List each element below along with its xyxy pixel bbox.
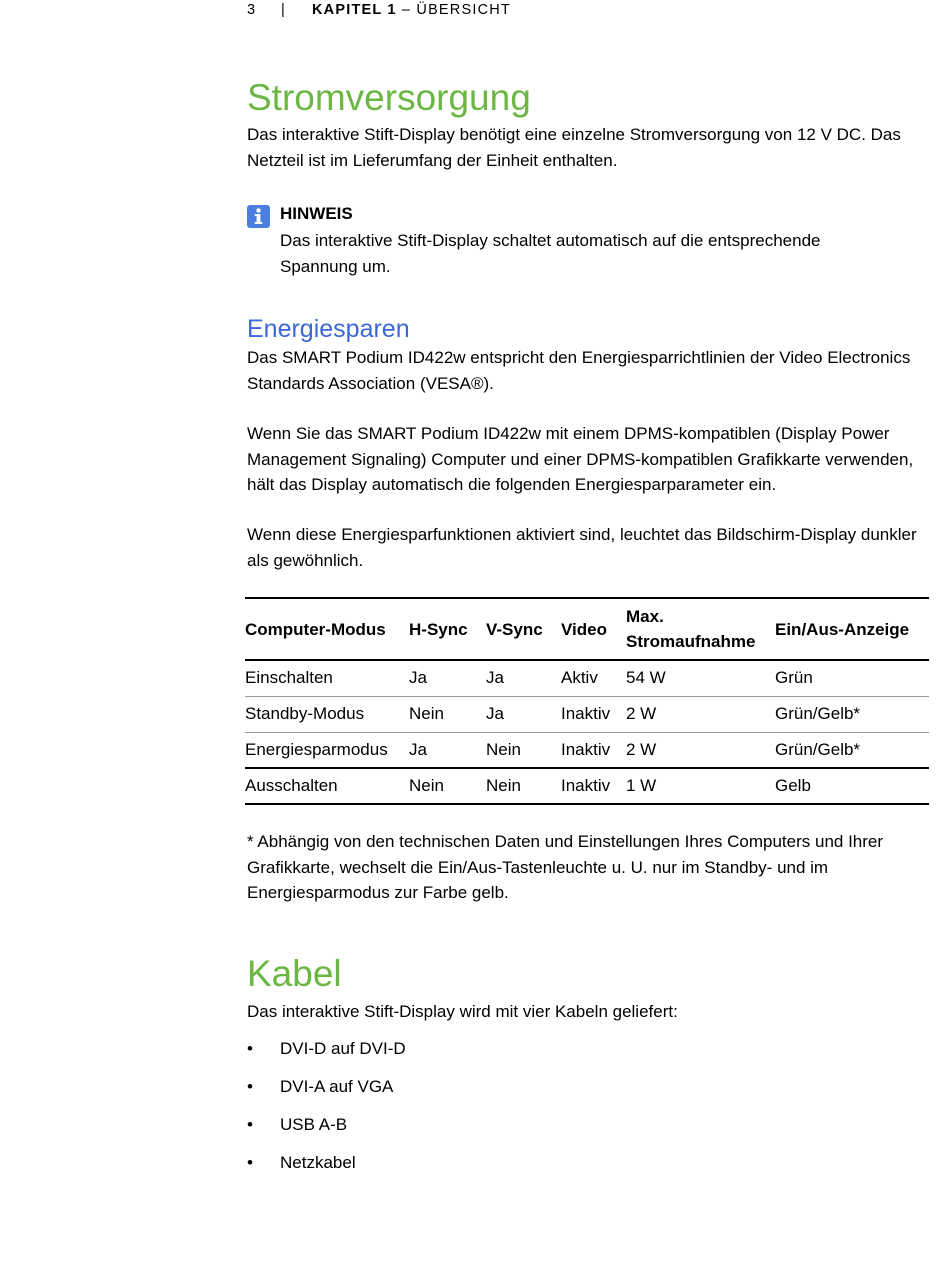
section-heading-power: Stromversorgung (247, 77, 531, 118)
table-cell: Grün/Gelb* (775, 732, 929, 768)
bullet-marker: • (247, 1115, 253, 1134)
table-cell: Inaktiv (561, 768, 626, 804)
table-cell: Inaktiv (561, 732, 626, 768)
chapter-title: – ÜBERSICHT (396, 2, 511, 18)
table-row (245, 768, 929, 804)
table-cell: Ja (486, 660, 561, 696)
table-header-row (245, 598, 929, 660)
table-cell: 1 W (626, 768, 775, 804)
power-paragraph: Das interaktive Stift-Display benötigt eine einzelne Stromversorgung von 12 V DC. Das Netzteil ist im Lieferumfang der Einheit enthalten. (247, 125, 901, 170)
table-row (245, 660, 929, 696)
running-header (247, 1, 511, 19)
energy-paragraph-1: Das SMART Podium ID422w entspricht den Energiesparrichtlinien der Video Electronics Standards Association (VESA®). (247, 348, 911, 393)
table-cell: Grün (775, 660, 929, 696)
table-footnote: * Abhängig von den technischen Daten und Einstellungen Ihres Computers und Ihrer Grafikkarte, wechselt die Ein/Aus-Tastenleuchte u. U. nur im Standby- und im Energiesparmodus zur Farbe gelb. (247, 832, 884, 902)
chapter-label: KAPITEL 1 (312, 2, 397, 18)
energy-saving-table (245, 597, 929, 805)
column-header: Ein/Aus-Anzeige (775, 598, 929, 660)
section-heading-energy: Energiesparen (247, 315, 410, 343)
note-title: HINWEIS (280, 204, 353, 223)
table-cell: Ja (486, 696, 561, 732)
section-heading-cables: Kabel (247, 953, 342, 994)
list-item-text: DVI-D auf DVI-D (280, 1039, 406, 1058)
table-cell: Nein (486, 732, 561, 768)
table-cell: Nein (409, 768, 486, 804)
bullet-marker: • (247, 1153, 253, 1172)
table-cell: Nein (486, 768, 561, 804)
page-number: 3 (247, 2, 257, 18)
table-cell: Ausschalten (245, 768, 409, 804)
table-cell: 54 W (626, 660, 775, 696)
table-row (245, 732, 929, 768)
table-cell: Grün/Gelb* (775, 696, 929, 732)
column-header: Video (561, 598, 626, 660)
bullet-marker: • (247, 1077, 253, 1096)
table-cell: Inaktiv (561, 696, 626, 732)
table-cell: Ja (409, 732, 486, 768)
note-text: Das interaktive Stift-Display schaltet automatisch auf die entsprechende Spannung um. (280, 231, 821, 276)
list-item-text: DVI-A auf VGA (280, 1077, 394, 1096)
bullet-marker: • (247, 1039, 253, 1058)
cables-intro: Das interaktive Stift-Display wird mit vier Kabeln geliefert: (247, 1002, 678, 1021)
table-cell: Einschalten (245, 660, 409, 696)
table-cell: Ja (409, 660, 486, 696)
table-cell: Aktiv (561, 660, 626, 696)
list-item-text: Netzkabel (280, 1153, 356, 1172)
table-cell: Energiesparmodus (245, 732, 409, 768)
energy-paragraph-3: Wenn diese Energiesparfunktionen aktiviert sind, leuchtet das Bildschirm-Display dunkler als gewöhnlich. (247, 525, 917, 570)
table-cell: Nein (409, 696, 486, 732)
column-header: V-Sync (486, 598, 561, 660)
energy-paragraph-2: Wenn Sie das SMART Podium ID422w mit einem DPMS-kompatiblen (Display Power Management Signaling) Computer und einer DPMS-kompatiblen Grafikkarte verwenden, hält das Display automatisch die folgenden Energiesparparameter ein. (247, 424, 914, 494)
table-cell: Gelb (775, 768, 929, 804)
list-item-text: USB A-B (280, 1115, 348, 1134)
column-header: H-Sync (409, 598, 486, 660)
info-icon (247, 205, 270, 228)
column-header: Computer-Modus (245, 598, 409, 660)
column-header: Max. Stromaufnahme (626, 598, 775, 660)
header-separator: | (281, 2, 286, 18)
table-cell: 2 W (626, 732, 775, 768)
table-cell: Standby-Modus (245, 696, 409, 732)
table-row (245, 696, 929, 732)
table-cell: 2 W (626, 696, 775, 732)
